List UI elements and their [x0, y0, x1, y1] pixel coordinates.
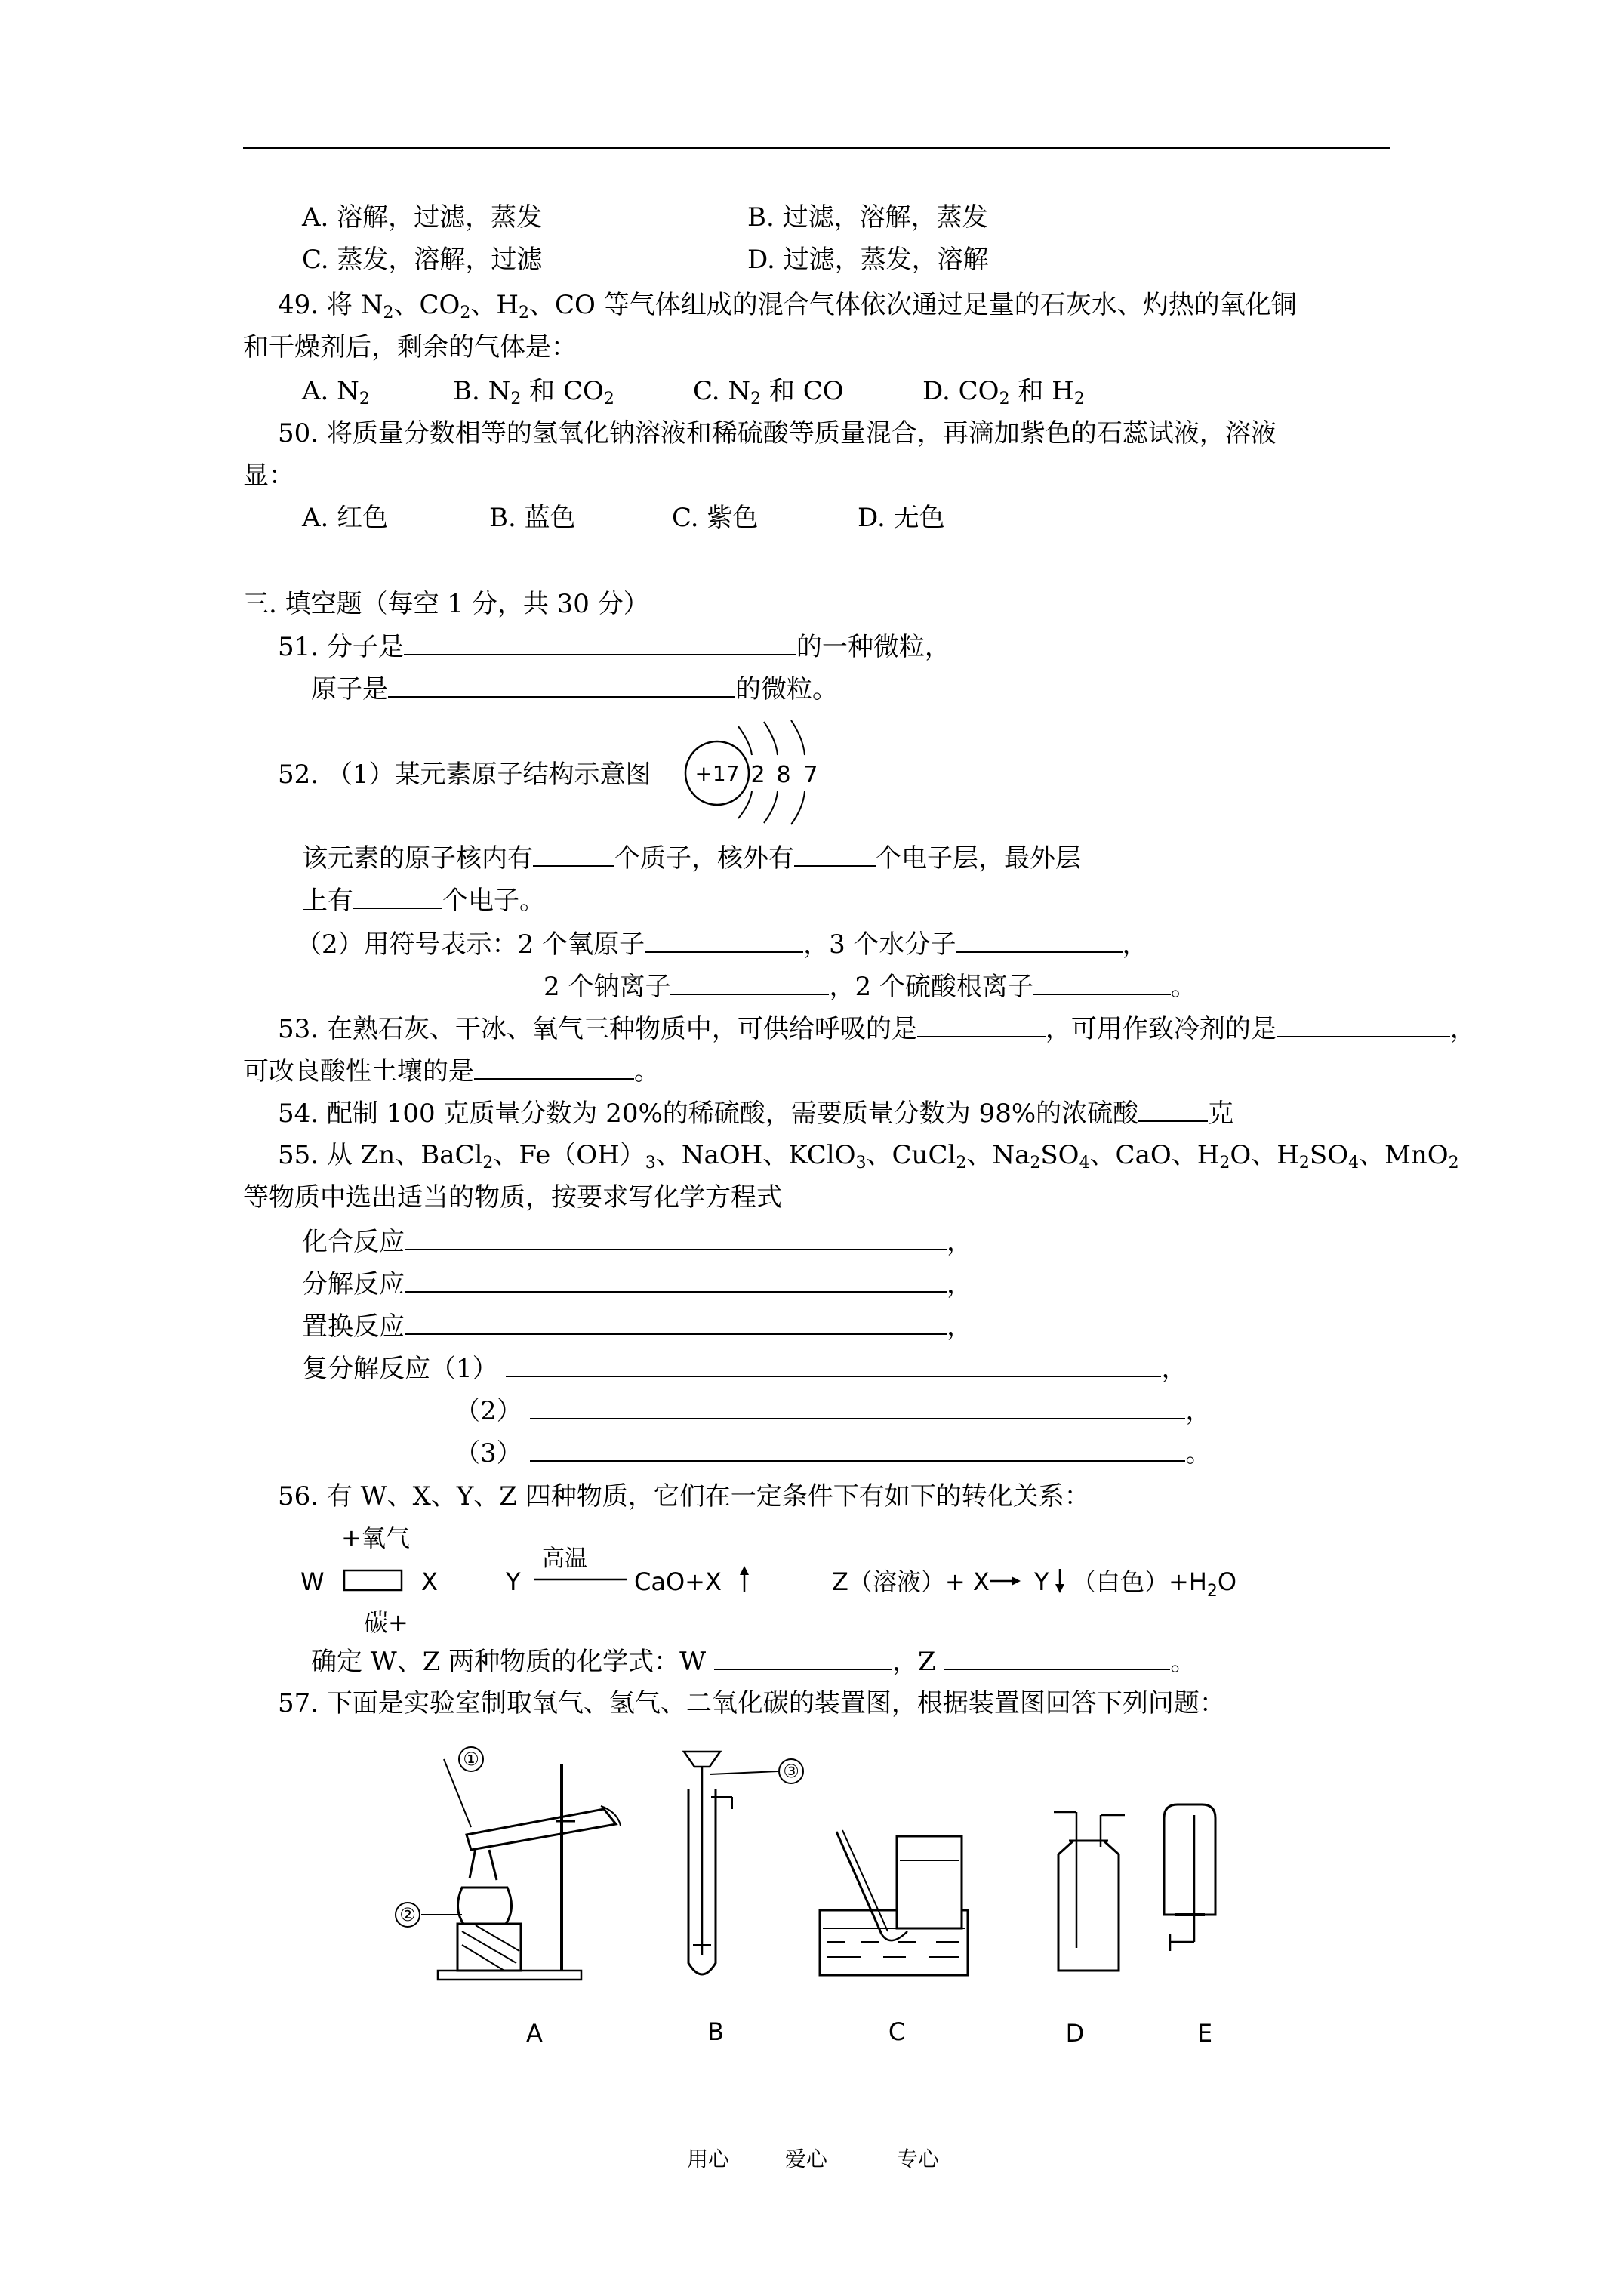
y-label: Y — [506, 1567, 521, 1596]
lab-apparatus-diagram — [377, 1737, 1261, 2054]
q53-line2: 可改良酸性土壤的是 。 — [243, 1054, 660, 1088]
high-temp-label: 高温 — [542, 1546, 587, 1572]
q52-line1: 52. （1）某元素原子结构示意图 — [278, 760, 651, 790]
nucleus-charge: +17 — [694, 761, 740, 786]
label-e: E — [1196, 2019, 1213, 2048]
blank[interactable] — [388, 672, 735, 698]
blank[interactable] — [1138, 1096, 1208, 1122]
q55-double-2: （2） ， — [454, 1394, 1211, 1428]
q49-option-a: A. $N_2$ — [302, 376, 370, 408]
q55-combination: 化合反应 ， — [302, 1225, 972, 1259]
q53-line1: 53. 在熟石灰、干冰、氧气三种物质中，可供给呼吸的是 ，可用作致冷剂的是 ， — [278, 1012, 1476, 1046]
blank[interactable] — [404, 630, 796, 655]
header-rule — [243, 147, 1390, 149]
oxygen-label: +氧气 — [341, 1524, 410, 1552]
blank[interactable] — [474, 1054, 634, 1080]
q55-double-3: （3） 。 — [454, 1436, 1211, 1470]
q49-stem-line2: 和干燥剂后，剩余的气体是： — [243, 332, 577, 362]
q49-option-b: B. $N_2$ 和 $CO_2$ — [453, 376, 614, 408]
q48-option-d: D. 过滤，蒸发，溶解 — [747, 245, 989, 275]
q55-decomposition: 分解反应 ， — [302, 1267, 972, 1301]
q52-line5: 2 个钠离子 ，2 个硫酸根离子 。 — [544, 969, 1196, 1003]
q48-option-c: C. 蒸发，溶解，过滤 — [302, 245, 543, 275]
q51-line1: 51. 分子是 的一种微粒， — [278, 630, 950, 664]
q55-stem-line2: 等物质中选出适当的物质，按要求写化学方程式 — [243, 1182, 782, 1213]
blank[interactable] — [405, 1267, 947, 1293]
q52-line2: 该元素的原子核内有 个质子，核外有 个电子层，最外层 — [302, 841, 1081, 875]
footer-text-1: 用心 — [687, 2147, 730, 2171]
atom-structure-diagram — [679, 716, 830, 829]
electron-shell-3: 7 — [803, 762, 818, 788]
q50-option-b: B. 蓝色 — [489, 503, 576, 533]
blank[interactable] — [506, 1351, 1161, 1377]
blank[interactable] — [1277, 1012, 1450, 1037]
q49-option-c: C. $N_2$ 和 CO — [693, 376, 844, 408]
q55-stem: 55. 从 Zn、BaCl$_2$、$Fe(OH)_3$、NaOH、KClO$_3$、CuCl$_2$、$Na_2SO_4$、CaO、$H_2O$、$H_2SO_4$、MnO$_2$ — [278, 1140, 1459, 1173]
product-cao: CaO+X — [634, 1567, 722, 1596]
label-b: B — [707, 2017, 724, 2046]
marker-3-label: ③ — [783, 1761, 799, 1782]
q48-option-b: B. 过滤，溶解，蒸发 — [747, 202, 988, 233]
blank[interactable] — [353, 883, 442, 909]
q48-option-a: A. 溶解，过滤，蒸发 — [302, 202, 543, 233]
q57-stem: 57. 下面是实验室制取氧气、氢气、二氧化碳的装置图，根据装置图回答下列问题： — [278, 1688, 1225, 1718]
q52-line4: （2）用符号表示：2 个氧原子 ，3 个水分子 ， — [296, 927, 1148, 961]
reaction-box — [344, 1570, 402, 1590]
q50-stem: 50. 将质量分数相等的氢氧化钠溶液和稀硫酸等质量混合，再滴加紫色的石蕊试液，溶液 — [278, 418, 1277, 448]
apparatus-e — [1164, 1804, 1215, 1951]
q50-stem-line2: 显： — [243, 461, 294, 491]
label-c: C — [888, 2017, 906, 2046]
q50-option-c: C. 紫色 — [672, 503, 759, 533]
footer-text-2: 爱心 — [785, 2147, 828, 2171]
q55-displacement: 置换反应 ， — [302, 1309, 972, 1343]
blank[interactable] — [533, 841, 614, 867]
apparatus-d — [1054, 1812, 1125, 1971]
marker-1-label: ① — [463, 1749, 479, 1770]
apparatus-a — [396, 1747, 621, 1980]
blank[interactable] — [794, 841, 876, 867]
q49-option-d: D. $CO_2$ 和 $H_2$ — [922, 376, 1085, 408]
blank[interactable] — [405, 1309, 947, 1335]
blank[interactable] — [714, 1644, 892, 1670]
blank[interactable] — [944, 1644, 1170, 1670]
electron-shell-1: 2 — [750, 762, 765, 788]
q56-stem: 56. 有 W、X、Y、Z 四种物质，它们在一定条件下有如下的转化关系： — [278, 1481, 1090, 1512]
apparatus-b — [684, 1752, 803, 1974]
y-precipitate-label: Y — [1034, 1567, 1049, 1596]
blank[interactable] — [645, 927, 803, 953]
label-a: A — [526, 2019, 543, 2048]
blank[interactable] — [405, 1225, 947, 1250]
x-label: X — [421, 1567, 438, 1596]
q50-option-d: D. 无色 — [858, 503, 945, 533]
label-d: D — [1065, 2019, 1085, 2048]
conversion-diagram — [294, 1518, 1336, 1638]
blank[interactable] — [1033, 969, 1171, 995]
carbon-label: 碳+ — [364, 1608, 408, 1637]
blank[interactable] — [917, 1012, 1046, 1037]
apparatus-c — [820, 1830, 968, 1975]
q51-line2: 原子是 的微粒。 — [311, 672, 838, 706]
blank[interactable] — [956, 927, 1123, 953]
q55-double-1: 复分解反应（1） ， — [302, 1351, 1187, 1385]
q52-line3: 上有 个电子。 — [302, 883, 545, 917]
electron-shell-2: 8 — [776, 762, 791, 788]
q49-stem: 49. 将 $N_2$、$CO_2$、$H_2$、CO 等气体组成的混合气体依次通过足量的石灰水、灼热的氧化铜 — [278, 290, 1297, 322]
white-water-label: （白色）$+H_2O$ — [1072, 1567, 1237, 1601]
q54-stem: 54. 配制 100 克质量分数为 20%的稀硫酸，需要质量分数为 98%的浓硫酸 克 — [278, 1096, 1233, 1130]
section-title: 三. 填空题（每空 1 分，共 30 分） — [243, 589, 649, 619]
footer-text-3: 专心 — [897, 2147, 940, 2171]
marker-2-label: ② — [399, 1904, 416, 1925]
q56-answer: 确定 W、Z 两种物质的化学式：W ，Z 。 — [311, 1644, 1196, 1678]
blank[interactable] — [670, 969, 829, 995]
w-label: W — [300, 1567, 325, 1596]
blank[interactable] — [530, 1436, 1185, 1462]
z-solution-label: Z（溶液）+ X — [832, 1567, 990, 1596]
blank[interactable] — [530, 1394, 1185, 1419]
q50-option-a: A. 红色 — [302, 503, 389, 533]
